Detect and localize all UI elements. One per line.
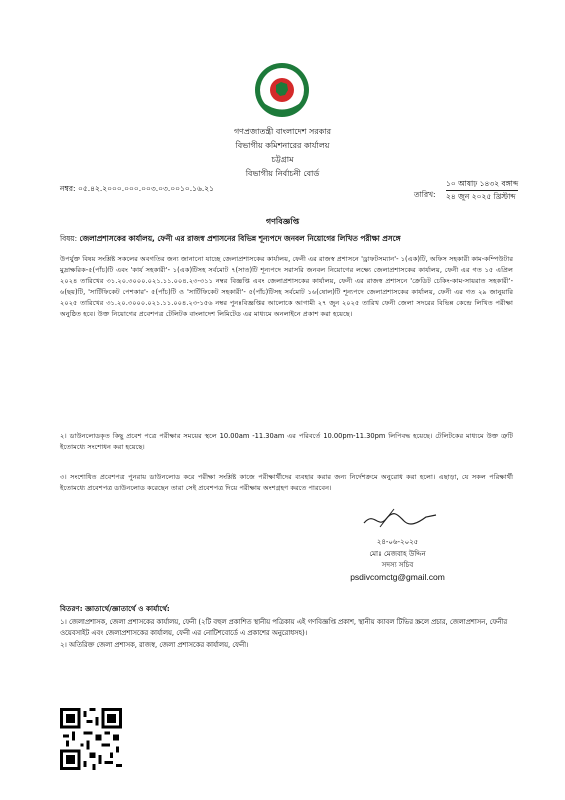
header-board-line: বিভাগীয় নির্বাচনী বোর্ড bbox=[245, 169, 320, 178]
header-city-line: চট্টগ্রাম bbox=[271, 155, 294, 164]
distribution-list bbox=[60, 617, 515, 652]
body-paragraph-1: উপর্যুক্ত বিষয় সংশ্লিষ্ট সকলের অবগতির জন্য জানানো যাচ্ছে জেলাপ্রশাসকের কার্যালয়, ফেনী এর রাজস্ব প্রশাসনে 'ড্রাফটসম্যান'- ১(এক)টি, অফিস সহকারী কাম-কম্পিউটার মুদ্রাক্ষরিক-৫(পাঁচ)টি এবং 'কার্য সহকারী'- ১(এক)টিসহ সর্বমোট ৭(সাত)টি শূন্যপদে সরাসরি জনবল নিয়োগের লক্ষ্যে জেলাপ্রশাসকের কার্যালয়, ফেনী এর গত ১৫ এপ্রিল ২০২৪ তারিখের ৩১.২০.৩০০০.০২১.১১.০০৪.২৩-৩১১ নম্বর বিজ্ঞপ্তি এবং জেলাপ্রশাসকের কার্যালয়, ফেনী এর রাজস্ব প্রশাসনে 'ক্রেডিট চেকিং-কাম-সায়রাত সহকারী'- ৬(ছয়)টি, 'সার্টিফিকেট পেশকার'- ৫(পাঁচ)টি ও 'সার্টিফিকেট সহকারী'- ৫(পাঁচ)টিসহ সর্বমোট ১৬(ষোল)টি শূন্যপদে জেলাপ্রশাসকের কার্যালয়, ফেনী এর গত ২৯ জানুয়ারি ২০২৫ তারিখের ৩১.২০.৩০০০.০২১.১১.০০৪.২৩-১৫৬ নম্বর পুনঃবিজ্ঞপ্তির আলোকে আগামী ২৭ জুন ২০২৫ তারিখ ফেনী জেলা সদরের বিভিন্ন কেন্দ্রে লিখিত পরীক্ষা অনুষ্ঠিত হবে। উক্ত নিয়োগের প্রবেশপত্র টেলিটক বাংলাদেশ লিমিটেড এর মাধ্যমে অনলাইনে প্রকাশ করা হয়েছে। bbox=[60, 255, 513, 318]
signature-image bbox=[360, 505, 440, 535]
office-header bbox=[0, 125, 565, 181]
body-paragraph-3: ৩। সংশোধিত প্রবেশপত্র পুনরায় ডাউনলোড করে পরীক্ষা সংশ্লিষ্ট কাজে পরীক্ষার্থীদের ব্যবহার করার জন্য নির্দেশক্রমে অনুরোধ করা হলো। এছাড়া, যে সকল পরিক্ষার্থী ইতোমধ্যে প্রবেশপত্র ডাউনলোড করেছেন তারা সেই প্রবেশপত্র দিয়ে পরীক্ষায় অংশগ্রহণ করতে পারবেন। bbox=[60, 473, 513, 492]
signer-name: মোঃ মেজবাহ উদ্দিন bbox=[369, 549, 426, 558]
notice-title: গণবিজ্ঞপ্তি bbox=[265, 217, 300, 226]
subject-label: বিষয়: bbox=[60, 234, 78, 243]
date-label: তারিখ: bbox=[414, 190, 436, 199]
date-bangla: ১০ আষাঢ় ১৪৩২ বঙ্গাব্দ bbox=[446, 179, 519, 188]
date-gregorian: ২৪ জুন ২০২৫ খ্রিস্টাব্দ bbox=[446, 190, 518, 203]
signer-designation: সদস্য সচিব bbox=[381, 561, 414, 569]
government-seal-logo bbox=[254, 62, 310, 118]
header-govt-line: গণপ্রজাতন্ত্রী বাংলাদেশ সরকার bbox=[233, 127, 332, 136]
date-block bbox=[446, 178, 518, 203]
qr-code-image bbox=[60, 708, 122, 770]
distribution-item: ১। জেলাপ্রশাসক, জেলা প্রশাসকের কার্যালয়, ফেনী (২টি বহুল প্রকাশিত স্থানীয় পত্রিকায় এই গণবিজ্ঞপ্তি প্রকাশ, স্থানীয় ক্যাবল টিভির স্ক্রলে প্রচার, জেলাপ্রশাসন, ফেনীর ওয়েবসাইট এবং জেলাপ্রশাসকের কার্যালয়, ফেনী এর নোটিশবোর্ডে এ প্রকাশের অনুরোধসহ)। bbox=[60, 618, 508, 637]
distribution-title: বিতরণ: জ্ঞাতার্থে/জ্ঞাতার্থে ও কার্যার্থে: bbox=[60, 604, 170, 613]
memo-number bbox=[60, 184, 214, 196]
subject-text: জেলাপ্রশাসকের কার্যালয়, ফেনী এর রাজস্ব প্রশাসনের বিভিন্ন শূন্যপদে জনবল নিয়োগের লিখিত পরীক্ষা প্রসঙ্গে bbox=[79, 234, 401, 243]
signer-block bbox=[310, 537, 485, 583]
signer-date: ২৪-০৬-২০২৫ bbox=[376, 538, 419, 546]
body-paragraph-2: ২। ডাউনলোডকৃত কিছু প্রবেশ পত্রে পরীক্ষার সময়ের স্থলে 10.00am -11.30am এর পরিবর্তে 10.00pm-11.30pm লিপিবদ্ধ হয়েছে। টেলিটকের মাধ্যমে উক্ত ত্রুটি ইতোমধ্যে সংশোধন করা হয়েছে। bbox=[60, 432, 513, 451]
signer-email[interactable]: psdivcomctg@gmail.com bbox=[350, 571, 445, 582]
header-office-line: বিভাগীয় কমিশনারের কার্যালয় bbox=[235, 141, 330, 150]
memo-label: নম্বর: bbox=[60, 184, 76, 193]
memo-value: ০৫.৪২.২০০০.০০০.০০৩.০৩.০০১০.১৬.২১ bbox=[77, 184, 215, 193]
distribution-item: ২। অতিরিক্ত জেলা প্রশাসক, রাজস্ব, জেলা প্রশাসকের কার্যালয়, ফেনী। bbox=[60, 641, 249, 649]
subject-line bbox=[60, 234, 520, 246]
